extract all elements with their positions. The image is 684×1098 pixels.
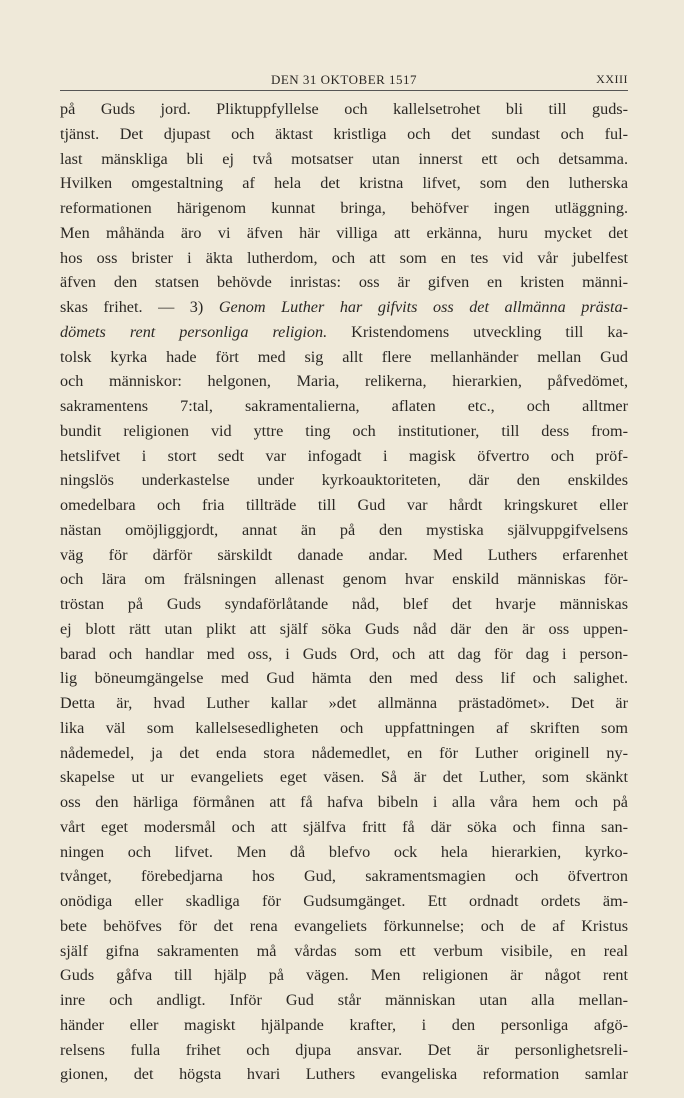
text-line: hetslifvet i stort sedt var infogadt i magisk öfvertro och pröf- [60,446,628,465]
italic-thesis: Genom Luther har gifvits oss det allmänna prästa- [218,298,628,316]
text-line: tröstan på Guds syndaförlåtande nåd, blef det hvarje människas [60,595,628,613]
text-line: barad och handlar med oss, i Guds Ord, och att dag för dag i person- [60,644,628,663]
text-line: Detta är, hvad Luther kallar »det allmänna prästadömet». Det är [60,694,628,712]
text-line: på Guds jord. Pliktuppfyllelse och kallelsetrohet bli till guds- [60,100,628,118]
text-line: bete behöfves för det rena evangeliets förkunnelse; och de af Kristus [60,916,628,935]
text-line: lika väl som kallelsesedligheten och uppfattningen af skriften som [60,718,628,737]
text-line: äfven den statsen behövde inristas: oss är gifven en kristen männi- [60,273,628,292]
text-line: ningen och lifvet. Men då blefvo ock hela hierarkien, kyrko- [60,842,628,861]
text-line [60,295,628,320]
text-line: lig böneumgängelse med Gud hämta den med dess lif och salighet. [60,669,628,688]
text-line: händer eller magiskt hjälpande krafter, i den personliga afgö- [60,1015,628,1034]
text-line: Men måhända äro vi äfven här villiga att erkänna, huru mycket det [60,223,628,242]
text-line: skapelse ut ur evangeliets eget väsen. Så är det Luther, som skänkt [60,768,628,787]
text-line: sakramentens 7:tal, sakramentalierna, aflaten etc., och alltmer [60,397,628,415]
text-line: och människor: helgonen, Maria, relikerna, hierarkien, påfvedömet, [60,372,628,391]
italic-thesis: dömets rent personliga religion. [60,322,328,341]
text-line: och lära om frälsningen allenast genom hvar enskild människas för- [60,570,628,589]
text-line: tolsk kyrka hade fört med sig allt flere mellanhänder mellan Gud [60,347,628,366]
body-text [60,97,628,1087]
text-line: ningslös underkastelse under kyrkoauktoriteten, där den enskildes [60,471,628,490]
text-line: tjänst. Det djupast och äktast kristliga och det sundast och ful- [60,124,628,143]
text-segment: Kristendomens utveckling till ka- [351,322,628,341]
text-line: inre och andligt. Inför Gud står människan utan alla mellan- [60,991,628,1009]
text-segment: skas frihet. — 3) [60,298,204,316]
running-title: DEN 31 OKTOBER 1517 [270,72,418,87]
text-line: tvånget, förebedjarna hos Gud, sakramentsmagien och öfvertron [60,867,628,886]
text-line: relsens fulla frihet och djupa ansvar. Det är personlighetsreli- [60,1040,628,1059]
text-line: vårt eget modersmål och att själfva fritt få där söka och finna san- [60,817,628,836]
text-line: väg för därför särskildt danade andar. Med Luthers erfarenhet [60,545,628,564]
text-line: hos oss brister i äkta lutherdom, och att som en tes vid vår jubelfest [60,248,628,267]
text-line: omedelbara och fria tillträde till Gud var hårdt kringskuret eller [60,496,628,514]
text-line: onödiga eller skadliga för Gudsumgänget. Ett ordnadt ordets äm- [60,892,628,910]
text-line [60,320,628,345]
page-number: XXIII [596,72,628,86]
text-line: ej blott rätt utan plikt att själf söka Guds nåd där den är oss uppen- [60,619,628,638]
text-line: oss den härliga förmånen att få hafva bibeln i alla våra hem och på [60,793,628,811]
text-line: nådemedel, ja det enda stora nådemedlet, en för Luther originell ny- [60,743,628,762]
text-line: Hvilken omgestaltning af hela det kristna lifvet, som den lutherska [60,174,628,193]
page-header [60,70,628,91]
text-line: nästan omöjliggjordt, annat än på den mystiska självuppgifvelsens [60,520,628,539]
text-line: gionen, det högsta hvari Luthers evangeliska reformation samlar [60,1065,628,1084]
text-line: själf gifna sakramenten må vårdas som ett verbum visibile, en real [60,941,628,960]
text-line: bundit religionen vid yttre ting och institutioner, till dess from- [60,421,628,440]
text-line: last mänskliga bli ej två motsatser utan innerst ett och detsamma. [60,149,628,168]
text-line: Guds gåfva till hjälp på vägen. Men religionen är något rent [60,966,628,985]
text-line: reformationen härigenom kunnat bringa, behöfver ingen utläggning. [60,199,628,217]
